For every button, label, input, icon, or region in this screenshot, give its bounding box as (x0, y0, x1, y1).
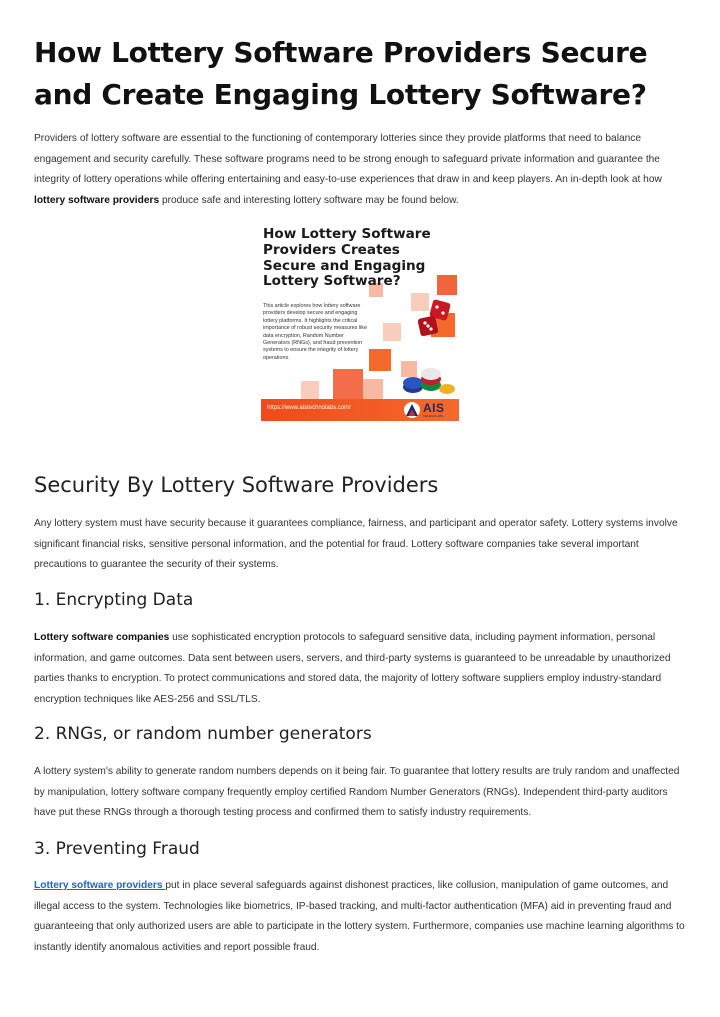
intro-text: Providers of lottery software are essential to the functioning of contemporary lotteries since they provide platforms that need to balance engagement and security carefully. These software programs need to be strong enough to safeguard private information and guarantee the integrity of lottery operations while offering entertaining and easy-to-use experiences that draw in and keep players. An in-depth look at how (34, 133, 662, 185)
casino-chips-icon (401, 363, 457, 399)
hero-url: https://www.aistechnolabs.com/ (267, 405, 351, 411)
security-heading: Security By Lottery Software Providers (34, 473, 439, 497)
intro-tail: produce safe and interesting lottery software may be found below. (159, 194, 459, 206)
intro-paragraph (34, 129, 686, 211)
hero-image (261, 223, 459, 421)
rng-paragraph: A lottery system's ability to generate random numbers depends on it being fair. To guarantee that lottery results are truly random and unaffected by manipulation, lottery software company frequently employ certified Random Number Generators (RNGs). Independent third-party auditors have put these RNGs through a thorough testing process and confirmed them to satisfy industry requirements. (34, 766, 680, 818)
fraud-paragraph (34, 876, 686, 958)
lottery-software-providers-link[interactable]: Lottery software providers (34, 880, 166, 891)
hero-description: This article explores how lottery software providers develop secure and engaging lottery platforms. It highlights the critical importance of robust security measures like data encryption, Random Number Generators (RNGs), and fraud prevention systems to ensure the integrity of lottery operations. (263, 303, 367, 361)
section-heading-encryption: 1. Encrypting Data (34, 590, 194, 610)
logo-text: AIS (423, 401, 445, 415)
encryption-text: use sophisticated encryption protocols to safeguard sensitive data, including payment information, personal information, and game outcomes. Data sent between users, servers, and third-party systems is guaranteed to be unreadable by unauthorized parties thanks to encryption. To protect communications and stored data, the majority of lottery software suppliers employ industry-standard encryption techniques like AES-256 and SSL/TLS. (34, 632, 671, 705)
page-title: How Lottery Software Providers Secure and Create Engaging Lottery Software? (34, 36, 648, 111)
security-paragraph: Any lottery system must have security because it guarantees compliance, fairness, and participant and operator safety. Lottery systems involve significant financial risks, sensitive personal information, and the potential for fraud. Lottery software companies take several important precautions to guarantee the security of their systems. (34, 518, 678, 570)
fraud-text: put in place several safeguards against dishonest practices, like collusion, manipulation of game outcomes, and illegal access to the system. Technologies like biometrics, IP-based tracking, and multi-factor authentication (MFA) aid in preventing fraud and guaranteeing that only authorized users are able to participate in the lottery system. Furthermore, companies use machine learning algorithms to instantly identify anomalous activities and report possible fraud. (34, 880, 685, 953)
hero-title: How Lottery Software Providers Creates Secure and Engaging Lottery Software? (263, 226, 431, 290)
section-heading-rng: 2. RNGs, or random number generators (34, 724, 372, 744)
company-logo (403, 401, 453, 419)
encryption-paragraph (34, 628, 686, 710)
encryption-bold-phrase: Lottery software companies (34, 632, 170, 643)
hero-footer-bar (261, 399, 459, 421)
logo-subtext: TECHNOLABS (423, 414, 444, 418)
dice-icon (417, 299, 457, 339)
intro-bold-phrase: lottery software providers (34, 194, 160, 206)
section-heading-fraud: 3. Preventing Fraud (34, 839, 200, 859)
logo-mark-icon (403, 402, 421, 418)
